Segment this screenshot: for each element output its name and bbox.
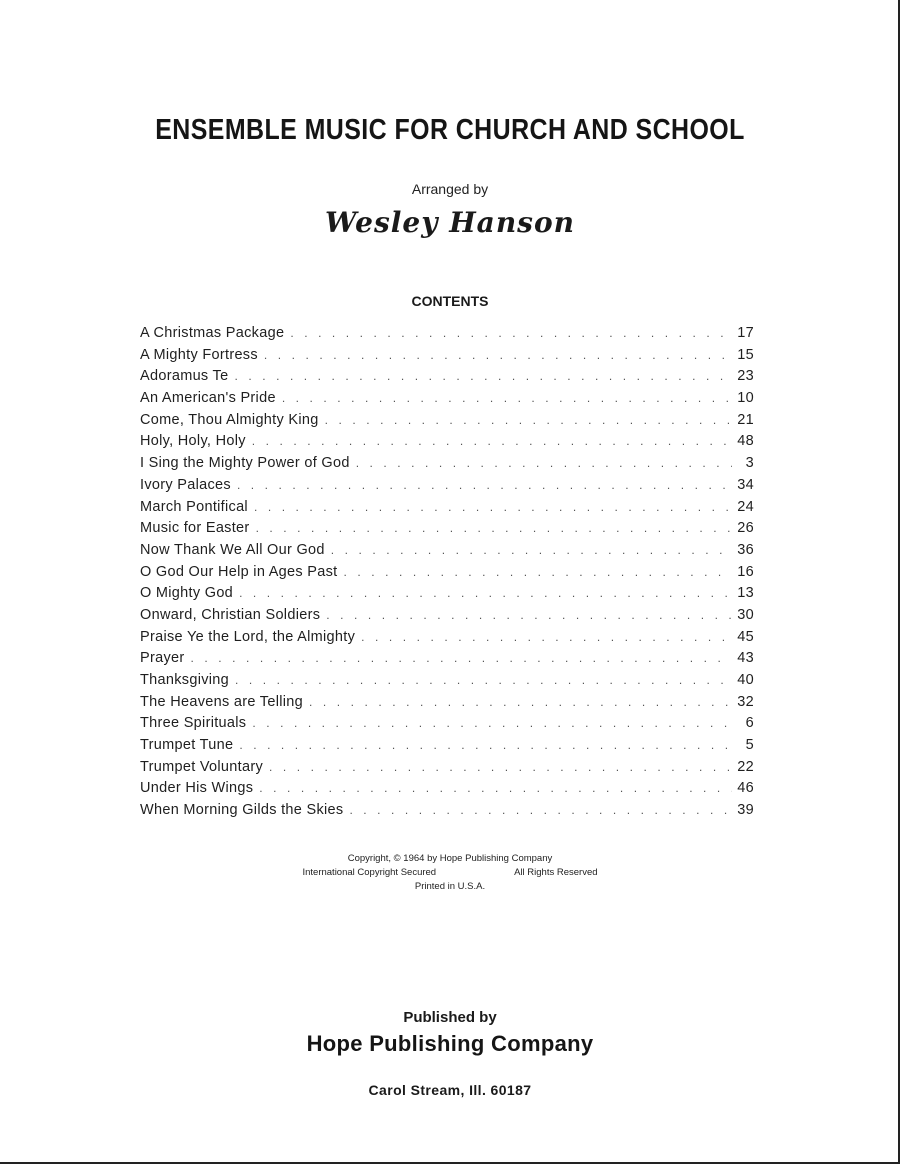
printed-in: Printed in U.S.A. [414, 881, 486, 892]
toc-entry-title: Under His Wings [140, 780, 254, 797]
toc-entry-title: An American's Pride [140, 390, 276, 407]
toc-entry-page: 13 [737, 585, 754, 602]
toc-entry [140, 477, 754, 499]
toc-dot-leader [191, 651, 732, 665]
toc-entry-title: Holy, Holy, Holy [140, 433, 246, 450]
toc-dot-leader [239, 738, 732, 752]
toc-entry-page: 26 [737, 520, 754, 537]
toc-dot-leader [256, 521, 732, 535]
toc-entry-page: 16 [737, 563, 754, 580]
toc-dot-leader [326, 608, 732, 622]
publisher-name: Hope Publishing Company [306, 1031, 594, 1056]
toc-dot-leader [269, 760, 732, 774]
toc-entry-page: 6 [745, 715, 754, 732]
toc-entry [140, 780, 754, 802]
toc-entry-page: 10 [737, 390, 754, 407]
published-by-label: Published by [403, 1009, 497, 1026]
toc-entry-title: O God Our Help in Ages Past [140, 563, 338, 580]
toc-entry-page: 15 [737, 346, 754, 363]
toc-entry-title: Prayer [140, 650, 185, 667]
toc-entry-title: Three Spirituals [140, 715, 247, 732]
toc-dot-leader [309, 695, 732, 709]
toc-entry-title: I Sing the Mighty Power of God [140, 455, 350, 472]
toc-dot-leader [239, 586, 732, 600]
toc-entry [140, 585, 754, 607]
toc-dot-leader [252, 716, 732, 730]
toc-dot-leader [252, 434, 732, 448]
toc-entry [140, 715, 754, 737]
toc-entry-title: Adoramus Te [140, 368, 229, 385]
copyright-notice [0, 852, 900, 894]
copyright-line: Copyright, © 1964 by Hope Publishing Company [347, 853, 553, 864]
toc-dot-leader [331, 543, 732, 557]
toc-dot-leader [344, 565, 733, 579]
toc-dot-leader [356, 456, 732, 470]
toc-entry [140, 650, 754, 672]
toc-entry [140, 629, 754, 651]
toc-dot-leader [290, 326, 732, 340]
toc-entry-page: 36 [737, 541, 754, 558]
toc-entry-page: 21 [737, 411, 754, 428]
toc-entry-title: Trumpet Tune [140, 737, 234, 754]
toc-entry-page: 40 [737, 672, 754, 688]
toc-entry-page: 24 [737, 498, 754, 515]
toc-entry-title: March Pontifical [140, 498, 248, 515]
toc-entry [140, 672, 754, 694]
rights-reserved: All Rights Reserved [514, 867, 598, 878]
toc-dot-leader [349, 803, 732, 817]
page-title: ENSEMBLE MUSIC FOR CHURCH AND SCHOOL [155, 114, 745, 146]
toc-entry [140, 455, 754, 477]
toc-entry-page: 39 [737, 802, 754, 819]
arranged-by-label: Arranged by [411, 181, 489, 197]
toc-entry-page: 32 [737, 693, 754, 710]
toc-entry-page: 46 [737, 780, 754, 797]
toc-entry-page: 3 [745, 455, 754, 472]
toc-entry-title: Come, Thou Almighty King [140, 411, 319, 428]
toc-entry-title: O Mighty God [140, 585, 234, 602]
toc-entry [140, 737, 754, 759]
toc-entry [140, 759, 754, 781]
toc-entry-page: 30 [737, 606, 754, 623]
copyright-rights-line [0, 866, 900, 880]
toc-dot-leader [325, 413, 732, 427]
toc-entry [140, 347, 754, 369]
toc-entry-page: 43 [737, 650, 754, 667]
toc-dot-leader [254, 500, 732, 514]
toc-entry [140, 520, 754, 542]
toc-entry-title: When Morning Gilds the Skies [140, 802, 344, 819]
toc-entry-page: 48 [737, 433, 754, 450]
toc-entry-title: Onward, Christian Soldiers [140, 606, 321, 623]
toc-dot-leader [361, 630, 732, 644]
table-of-contents [140, 325, 754, 824]
copyright-secured: International Copyright Secured [302, 867, 437, 878]
toc-entry-page: 22 [737, 758, 754, 775]
contents-heading: CONTENTS [411, 293, 489, 309]
toc-dot-leader [237, 478, 732, 492]
toc-entry-title: Music for Easter [140, 520, 250, 537]
toc-dot-leader [264, 348, 732, 362]
toc-entry-title: Ivory Palaces [140, 476, 231, 493]
toc-entry [140, 802, 754, 824]
toc-entry-page: 5 [745, 737, 754, 754]
arranger-name: Wesley Hanson [325, 206, 575, 239]
toc-entry-title: Trumpet Voluntary [140, 758, 264, 775]
toc-entry [140, 607, 754, 629]
toc-entry [140, 433, 754, 455]
toc-dot-leader [234, 369, 732, 383]
toc-entry-title: A Christmas Package [140, 325, 285, 341]
toc-entry-title: Praise Ye the Lord, the Almighty [140, 628, 356, 645]
toc-entry [140, 564, 754, 586]
toc-entry [140, 368, 754, 390]
toc-entry [140, 694, 754, 716]
toc-entry-page: 45 [737, 628, 754, 645]
toc-entry-page: 23 [737, 368, 754, 385]
toc-entry-title: The Heavens are Telling [140, 693, 304, 710]
toc-entry [140, 325, 754, 347]
toc-entry [140, 390, 754, 412]
toc-entry [140, 542, 754, 564]
toc-entry-page: 17 [737, 325, 754, 341]
toc-entry-title: A Mighty Fortress [140, 346, 258, 363]
publisher-location: Carol Stream, Ill. 60187 [368, 1082, 532, 1098]
toc-entry-page: 34 [737, 476, 754, 493]
toc-dot-leader [282, 391, 732, 405]
toc-entry [140, 412, 754, 434]
toc-entry-title: Now Thank We All Our God [140, 541, 325, 558]
toc-dot-leader [235, 673, 732, 687]
toc-entry [140, 499, 754, 521]
toc-entry-title: Thanksgiving [140, 672, 230, 688]
toc-dot-leader [259, 781, 732, 795]
